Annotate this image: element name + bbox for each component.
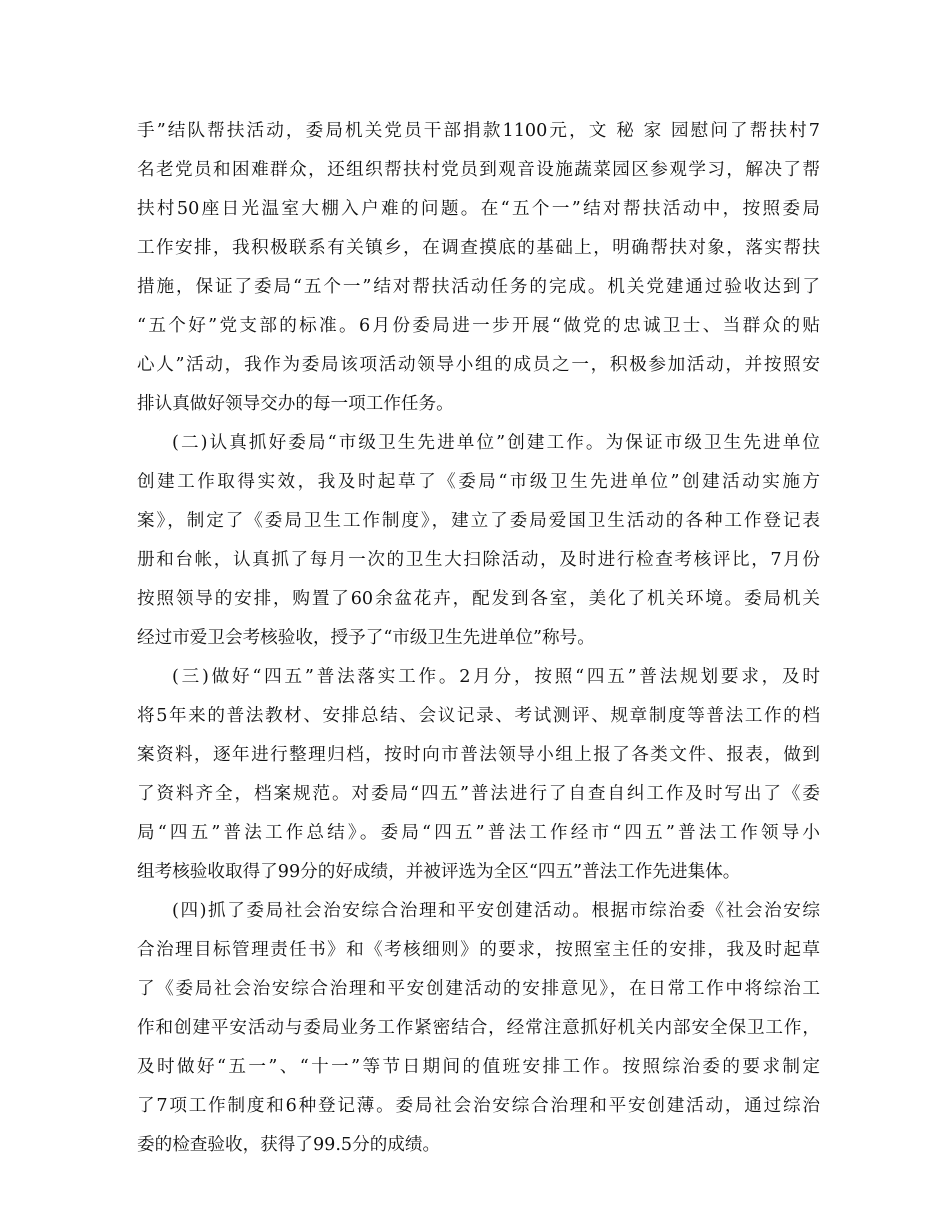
text-line: 组考核验收取得了99分的好成绩，并被评选为全区“四五”普法工作先进集体。	[137, 862, 741, 882]
text-line: (三)做好“四五”普法落实工作。2月分，按照“四五”普法规划要求，及时	[172, 667, 820, 687]
text-line: 扶村50座日光温室大棚入户难的问题。在“五个一”结对帮扶活动中，按照委局	[137, 199, 820, 219]
text-line: 按照领导的安排，购置了60余盆花卉，配发到各室，美化了机关环境。委局机关	[137, 589, 820, 609]
text-line: 委的检查验收，获得了99.5分的成绩。	[137, 1135, 441, 1155]
text-line: 册和台帐，认真抓了每月一次的卫生大扫除活动，及时进行检查考核评比，7月份	[137, 550, 820, 570]
text-line: 了7项工作制度和6种登记薄。委局社会治安综合治理和平安创建活动，通过综治	[137, 1096, 820, 1116]
paragraph-2	[137, 424, 820, 658]
text-line: 合治理目标管理责任书》和《考核细则》的要求，按照室主任的安排，我及时起草	[137, 940, 820, 960]
paragraph-4	[137, 892, 820, 1165]
text-line: 心人”活动，我作为委局该项活动领导小组的成员之一，积极参加活动，并按照安	[137, 355, 820, 375]
paragraph-1	[137, 112, 820, 424]
text-line: 作和创建平安活动与委局业务工作紧密结合，经常注意抓好机关内部安全保卫工作，	[137, 1018, 820, 1038]
text-line: 了资料齐全，档案规范。对委局“四五”普法进行了自查自纠工作及时写出了《委	[137, 784, 820, 804]
text-line: 将5年来的普法教材、安排总结、会议记录、考试测评、规章制度等普法工作的档	[137, 706, 820, 726]
text-line: 经过市爱卫会考核验收，授予了“市级卫生先进单位”称号。	[137, 628, 595, 648]
text-line: 措施，保证了委局“五个一”结对帮扶活动任务的完成。机关党建通过验收达到了	[137, 277, 820, 297]
text-line: (四)抓了委局社会治安综合治理和平安创建活动。根据市综治委《社会治安综	[172, 901, 820, 921]
text-line: 名老党员和困难群众，还组织帮扶村党员到观音设施蔬菜园区参观学习，解决了帮	[137, 160, 820, 180]
text-line: “五个好”党支部的标准。6月份委局进一步开展“做党的忠诚卫士、当群众的贴	[137, 316, 820, 336]
document-page	[137, 112, 820, 1165]
text-line: 了《委局社会治安综合治理和平安创建活动的安排意见》，在日常工作中将综治工	[137, 979, 820, 999]
text-line: 工作安排，我积极联系有关镇乡，在调查摸底的基础上，明确帮扶对象，落实帮扶	[137, 238, 820, 258]
text-line: 案》，制定了《委局卫生工作制度》，建立了委局爱国卫生活动的各种工作登记表	[137, 511, 820, 531]
text-line: 局“四五”普法工作总结》。委局“四五”普法工作经市“四五”普法工作领导小	[137, 823, 820, 843]
text-line: 案资料，逐年进行整理归档，按时向市普法领导小组上报了各类文件、报表，做到	[137, 745, 820, 765]
text-line: 及时做好“五一”、“十一”等节日期间的值班安排工作。按照综治委的要求制定	[137, 1057, 820, 1077]
text-line: 排认真做好领导交办的每一项工作任务。	[137, 394, 454, 414]
text-line: 创建工作取得实效，我及时起草了《委局“市级卫生先进单位”创建活动实施方	[137, 472, 820, 492]
text-line: (二)认真抓好委局“市级卫生先进单位”创建工作。为保证市级卫生先进单位	[172, 433, 820, 453]
text-line: 手”结队帮扶活动，委局机关党员干部捐款1100元，文 秘 家 园慰问了帮扶村7	[137, 121, 820, 141]
paragraph-3	[137, 658, 820, 892]
